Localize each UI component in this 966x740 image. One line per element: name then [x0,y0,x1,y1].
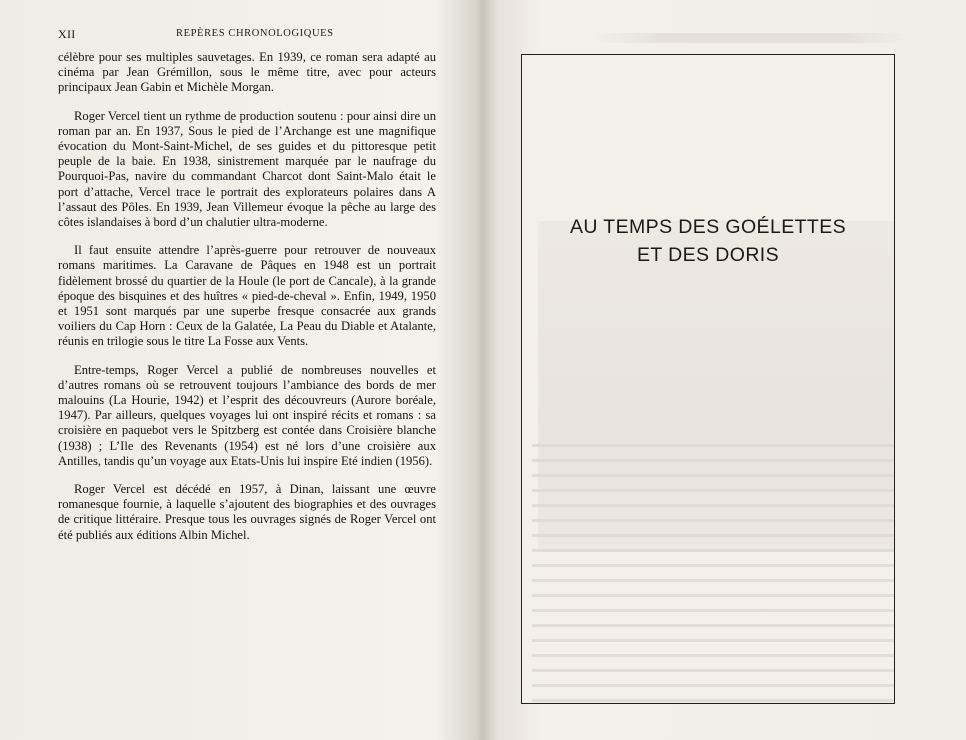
paragraph: Roger Vercel est décédé en 1957, à Dinan, laissant une œuvre romanesque fournie, à laquelle s’ajoutent des biographies et des ouvrages de critique littéraire. Presque tous les ouvrages signés de Roger Vercel ont été publiés aux éditions Albin Michel. [58,482,436,542]
paragraph: Il faut ensuite attendre l’après-guerre pour retrouver de nouveaux romans maritimes. La Caravane de Pâques en 1948 est un portrait fidèlement brossé du quartier de la Houle (le port de Cancale), à la grande époque des bisquines et des huîtres « pied-de-cheval ». Enfin, 1949, 1950 et 1951 sont marqués par une superbe fresque consacrée aux grands voiliers du Cap Horn : Ceux de la Galatée, La Peau du Diable et Atalante, réunis en trilogie sous le titre La Fosse aux Vents. [58,243,436,349]
show-through-running-head [593,33,913,43]
paragraph: célèbre pour ses multiples sauvetages. En 1939, ce roman sera adapté au cinéma par Jean Grémillon, sous le même titre, avec pour acteurs principaux Jean Gabin et Michèle Morgan. [58,50,436,95]
page-number: XII [58,27,76,41]
body-text [58,50,436,556]
chapter-title-line: AU TEMPS DES GOÉLETTES [569,216,847,238]
paragraph: Entre-temps, Roger Vercel a publié de nombreuses nouvelles et d’autres romans où se retrouvent toujours l’ambiance des bords de mer malouins (La Hourie, 1942) et l’esprit des découvreurs (Aurore boréale, 1947). Par ailleurs, quelques voyages lui ont inspiré récits et romans : sa croisière en paquebot vers le Spitzberg est contée dans Croisière blanche (1938) ; L’Ile des Revenants (1954) est né lors d’une croisière aux Antilles, tandis qu’un voyage aux Etats-Unis lui inspire Eté indien (1956). [58,362,436,468]
right-page [483,0,966,740]
chapter-title-line: ET DES DORIS [636,244,780,266]
show-through-lines [532,435,894,703]
chapter-frame [521,54,895,704]
paragraph: Roger Vercel tient un rythme de production soutenu : pour ainsi dire un roman par an. En 1937, Sous le pied de l’Archange est une magnifique évocation du Mont-Saint-Michel, de ses guides et du pittoresque petit peuple de la baie. En 1938, sinistrement marquée par le naufrage du Pourquoi-Pas, navire du commandant Charcot dont Saint-Malo était le port d’attache, Vercel trace le portrait des explorateurs polaires dans A l’assaut des Pôles. En 1939, Jean Villemeur évoque la pêche au large des côtes islandaises à bord d’un chalutier ultra-moderne. [58,108,436,230]
chapter-title [522,213,894,269]
running-head-title: REPÈRES CHRONOLOGIQUES [176,28,334,39]
show-through-texture [58,568,443,643]
